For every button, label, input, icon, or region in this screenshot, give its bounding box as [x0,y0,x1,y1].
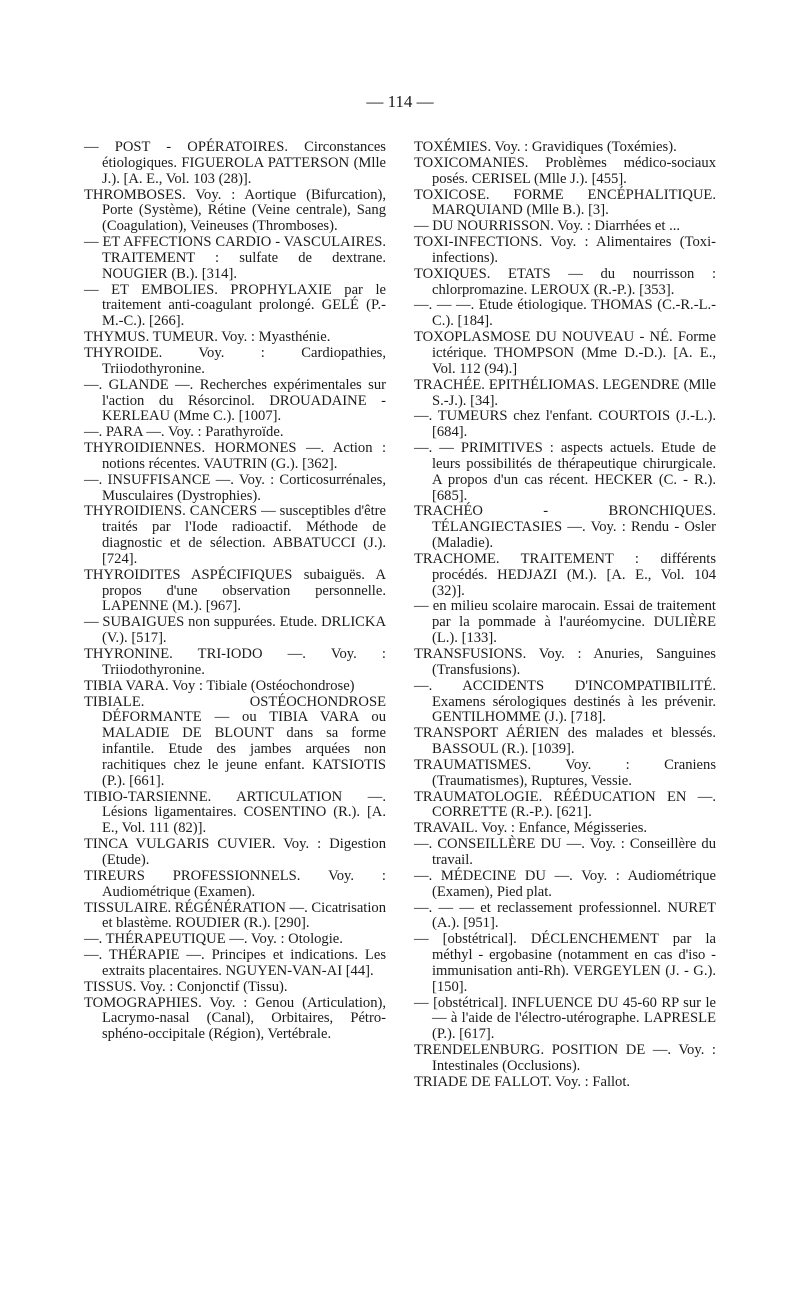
index-entry: —. PARA —. Voy. : Parathyroïde. [84,424,284,441]
index-entry: —. — — et reclassement professionnel. NURET (A.). [951]. [414,899,716,932]
index-entry: TOMOGRAPHIES. Voy. : Genou (Articulation), Lacrymo-nasal (Canal), Orbitaires, Pétro-sphéno-occipitale (Région), Vertébrale. [84,994,386,1043]
index-entry: TRAUMATISMES. Voy. : Craniens (Traumatismes), Ruptures, Vessie. [414,756,716,789]
index-entry: — [obstétrical]. INFLUENCE DU 45-60 RP sur le — à l'aide de l'électro-utérographe. LAPRESLE (P.). [617]. [414,994,716,1043]
index-entry: THROMBOSES. Voy. : Aortique (Bifurcation), Porte (Système), Rétine (Veine centrale), Sang (Coagulation), Veineuses (Thromboses). [84,186,386,235]
index-entry: THYROIDE. Voy. : Cardiopathies, Triiodothyronine. [84,344,386,377]
index-entry: TRAUMATOLOGIE. RÉÉDUCATION EN —. CORRETTE (R.-P.). [621]. [414,788,716,821]
index-entry: TOXÉMIES. Voy. : Gravidiques (Toxémies). [414,139,677,155]
index-entry: THYROIDIENNES. HORMONES —. Action : notions récentes. VAUTRIN (G.). [362]. [84,440,386,472]
index-entry: TISSUS. Voy. : Conjonctif (Tissu). [84,978,288,995]
index-entry: THYRONINE. TRI-IODO —. Voy. : Triiodothyronine. [84,646,386,678]
index-entry: —. TUMEURS chez l'enfant. COURTOIS (J.-L.). [684]. [414,408,716,441]
index-entry: TINCA VULGARIS CUVIER. Voy. : Digestion (Etude). [84,836,386,868]
index-entry: —. ACCIDENTS D'INCOMPATIBILITÉ. Examens sérologiques destinés à les prévenir. GENTILHOMME (J.). [718]. [414,677,716,726]
index-entry: TIREURS PROFESSIONNELS. Voy. : Audiométrique (Examen). [84,867,386,900]
index-entry: —. THÉRAPEUTIQUE —. Voy. : Otologie. [84,931,343,948]
index-entry: TOXICOSE. FORME ENCÉPHALITIQUE. MARQUIAND (Mlle B.). [3]. [414,186,716,219]
index-entry: THYROIDITES ASPÉCIFIQUES subaiguës. A propos d'une observation personnelle. LAPENNE (M.). [967]. [84,566,386,615]
page-number: — 114 — [366,92,434,111]
index-entry: —. — PRIMITIVES : aspects actuels. Etude de leurs possibilités de thérapeutique chirurgicale. A propos d'un cas récent. HECKER (C. - R.). [685]. [414,440,716,504]
index-entry: — POST - OPÉRATOIRES. Circonstances étiologiques. FIGUEROLA PATTERSON (Mlle J.). [A. E., Vol. 103 (28)]. [84,139,386,187]
index-entry: — ET AFFECTIONS CARDIO - VASCULAIRES. TRAITEMENT : sulfate de dextrane. NOUGIER (B.). [314]. [84,234,386,282]
index-entry: THYMUS. TUMEUR. Voy. : Myasthénie. [84,329,331,346]
index-entry: TRENDELENBURG. POSITION DE —. Voy. : Intestinales (Occlusions). [414,1042,716,1074]
index-entry: TOXICOMANIES. Problèmes médico-sociaux posés. CERISEL (Mlle J.). [455]. [414,154,716,187]
left-column [84,140,386,1043]
index-entry: TOXIQUES. ETATS — du nourrisson : chlorpromazine. LEROUX (R.-P.). [353]. [414,265,716,298]
index-entry: —. GLANDE —. Recherches expérimentales sur l'action du Résorcinol. DROUADAINE - KERLEAU (Mme C.). [1007]. [84,376,386,425]
index-entry: TRACHOME. TRAITEMENT : différents procédés. HEDJAZI (M.). [A. E., Vol. 104 (32)]. [414,550,716,599]
index-entry: TIBIA VARA. Voy : Tibiale (Ostéochondrose) [84,677,355,694]
index-entry: — DU NOURRISSON. Voy. : Diarrhées et ... [414,218,681,235]
index-entry: —. — —. Etude étiologique. THOMAS (C.-R.-L.-C.). [184]. [414,297,716,330]
index-entry: — SUBAIGUES non suppurées. Etude. DRLICKA (V.). [517]. [84,614,386,647]
index-entry: TRANSPORT AÉRIEN des malades et blessés. BASSOUL (R.). [1039]. [414,725,716,758]
index-entry: —. INSUFFISANCE —. Voy. : Corticosurrénales, Musculaires (Dystrophies). [84,471,386,504]
index-entry: TRACHÉE. EPITHÉLIOMAS. LEGENDRE (Mlle S.-J.). [34]. [414,376,716,409]
index-entry: — [obstétrical]. DÉCLENCHEMENT par la méthyl - ergobasine (notamment en cas d'iso - immunisation anti-Rh). VERGEYLEN (J. - G.). [150]. [414,931,716,995]
index-entry: TOXOPLASMOSE DU NOUVEAU - NÉ. Forme ictérique. THOMPSON (Mme D.-D.). [A. E., Vol. 112 (94).] [414,329,716,377]
index-entry: TOXI-INFECTIONS. Voy. : Alimentaires (Toxi-infections). [414,234,716,266]
index-entry: TRAVAIL. Voy. : Enfance, Mégisseries. [414,820,648,837]
index-entry: TIBIALE. OSTÉOCHONDROSE DÉFORMANTE — ou TIBIA VARA ou MALADIE DE BLOUNT dans sa forme infantile. Etude des jambes arquées non rachitiques chez le jeune enfant. KATSIOTIS (P.). [661]. [84,693,386,789]
index-entry: TRANSFUSIONS. Voy. : Anuries, Sanguines (Transfusions). [414,646,716,678]
index-entry: —. MÉDECINE DU —. Voy. : Audiométrique (Examen), Pied plat. [414,867,716,900]
index-entry: —. CONSEILLÈRE DU —. Voy. : Conseillère du travail. [414,836,716,868]
index-entry: TIBIO-TARSIENNE. ARTICULATION —. Lésions ligamentaires. COSENTINO (R.). [A. E., Vol. 111 (82)]. [84,788,386,837]
index-entry: —. THÉRAPIE —. Principes et indications. Les extraits placentaires. NGUYEN-VAN-AI [44]. [84,947,386,979]
index-entry: — en milieu scolaire marocain. Essai de traitement par la pommade à l'auréomycine. DULIÈRE (L.). [133]. [414,598,716,647]
index-entry: — ET EMBOLIES. PROPHYLAXIE par le traitement anti-coagulant prolongé. GELÉ (P.-M.-C.). [266]. [84,281,386,330]
index-entry: TISSULAIRE. RÉGÉNÉRATION —. Cicatrisation et blastème. ROUDIER (R.). [290]. [84,899,386,932]
index-entry: TRACHÉO - BRONCHIQUES. TÉLANGIECTASIES —. Voy. : Rendu - Osler (Maladie). [414,503,716,552]
index-entry: TRIADE DE FALLOT. Voy. : Fallot. [414,1073,631,1090]
index-entry: THYROIDIENS. CANCERS — susceptibles d'être traités par l'Iode radioactif. Méthode de diagnostic et de sélection. ABBATUCCI (J.). [724]. [84,503,386,567]
right-column [414,140,716,1091]
